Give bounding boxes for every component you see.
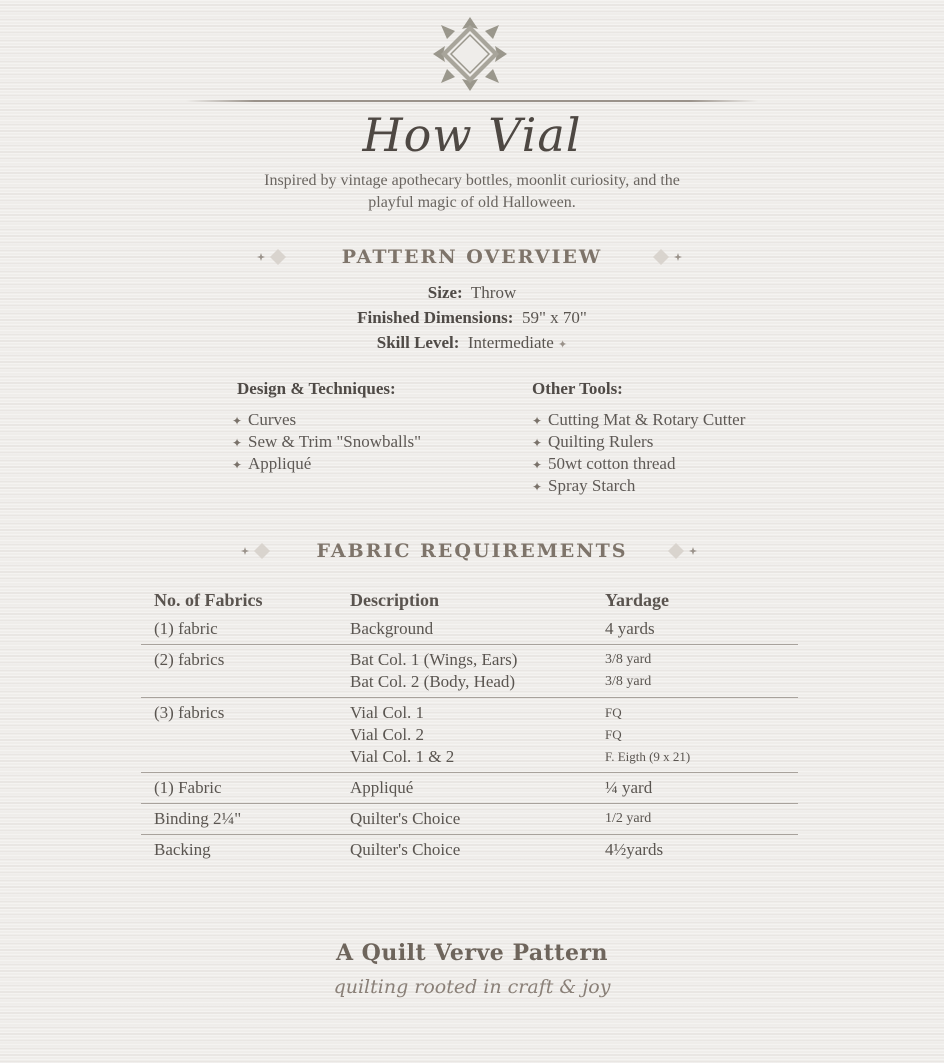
table-row: (1) Fabric Appliqué ¼ yard [141,773,798,804]
table-row: (3) fabrics Vial Col. 1 Vial Col. 2 Vial Col. 1 & 2 FQ FQ F. Eigth (9 x 21) [141,698,798,773]
pattern-subtitle [222,170,722,214]
list-item: ✦ Cutting Mat & Rotary Cutter [532,409,745,431]
sparkle-bullet-icon: ✦ [532,458,543,472]
dimensions-row [0,308,944,328]
list-item: ✦ Sew & Trim "Snowballs" [232,431,421,453]
list-item: ✦ 50wt cotton thread [532,453,745,475]
star-emblem-icon [433,17,507,91]
overview-heading [0,246,944,268]
sparkle-diamond-right-icon [665,541,705,561]
pattern-title: How Vial [362,108,582,162]
sparkle-diamond-right-icon [650,247,690,267]
fabric-heading-text: FABRIC REQUIREMENTS [316,540,628,562]
column-header: Yardage [605,589,669,610]
table-row: Binding 2¼" Quilter's Choice 1/2 yard [141,804,798,835]
skill-label: Skill Level: [376,333,460,352]
dimensions-label: Finished Dimensions: [357,308,514,327]
sparkle-bullet-icon: ✦ [232,436,243,450]
list-item: ✦ Spray Starch [532,475,745,497]
skill-row [0,333,944,353]
sparkle-bullet-icon: ✦ [532,436,543,450]
techniques-heading: Design & Techniques: [237,379,396,398]
list-item: ✦ Appliqué [232,453,421,475]
table-row: (2) fabrics Bat Col. 1 (Wings, Ears) Bat Col. 2 (Body, Head) 3/8 yard 3/8 yard [141,645,798,698]
table-row: (1) fabric Background 4 yards [141,614,798,645]
brand-tagline: quilting rooted in craft & joy [333,976,611,998]
list-item: ✦ Quilting Rulers [532,431,745,453]
brand-name: A Quilt Verve Pattern [335,940,609,966]
tools-heading: Other Tools: [532,379,623,398]
size-label: Size: [427,283,463,302]
sparkle-icon: ✦ [558,339,568,351]
size-row [0,283,944,303]
table-header-row [141,586,798,614]
skill-value: Intermediate [467,333,554,352]
dimensions-value: 59" x 70" [521,308,587,327]
overview-heading-text: PATTERN OVERVIEW [341,246,603,268]
sparkle-bullet-icon: ✦ [232,458,243,472]
sparkle-bullet-icon: ✦ [532,480,543,494]
top-divider [186,100,758,102]
fabric-table [141,586,798,865]
subtitle-line-2: playful magic of old Halloween. [368,194,576,211]
table-row: Backing Quilter's Choice 4½yards [154,840,664,859]
sparkle-bullet-icon: ✦ [232,414,243,428]
size-value: Throw [470,283,517,302]
column-header: Description [350,589,439,610]
subtitle-line-1: Inspired by vintage apothecary bottles, moonlit curiosity, and the [264,172,680,189]
column-header: No. of Fabrics [154,589,263,610]
list-item: ✦ Curves [232,409,421,431]
fabric-heading [0,540,944,562]
sparkle-bullet-icon: ✦ [532,414,543,428]
techniques-list [232,409,421,475]
tools-list [532,409,745,497]
